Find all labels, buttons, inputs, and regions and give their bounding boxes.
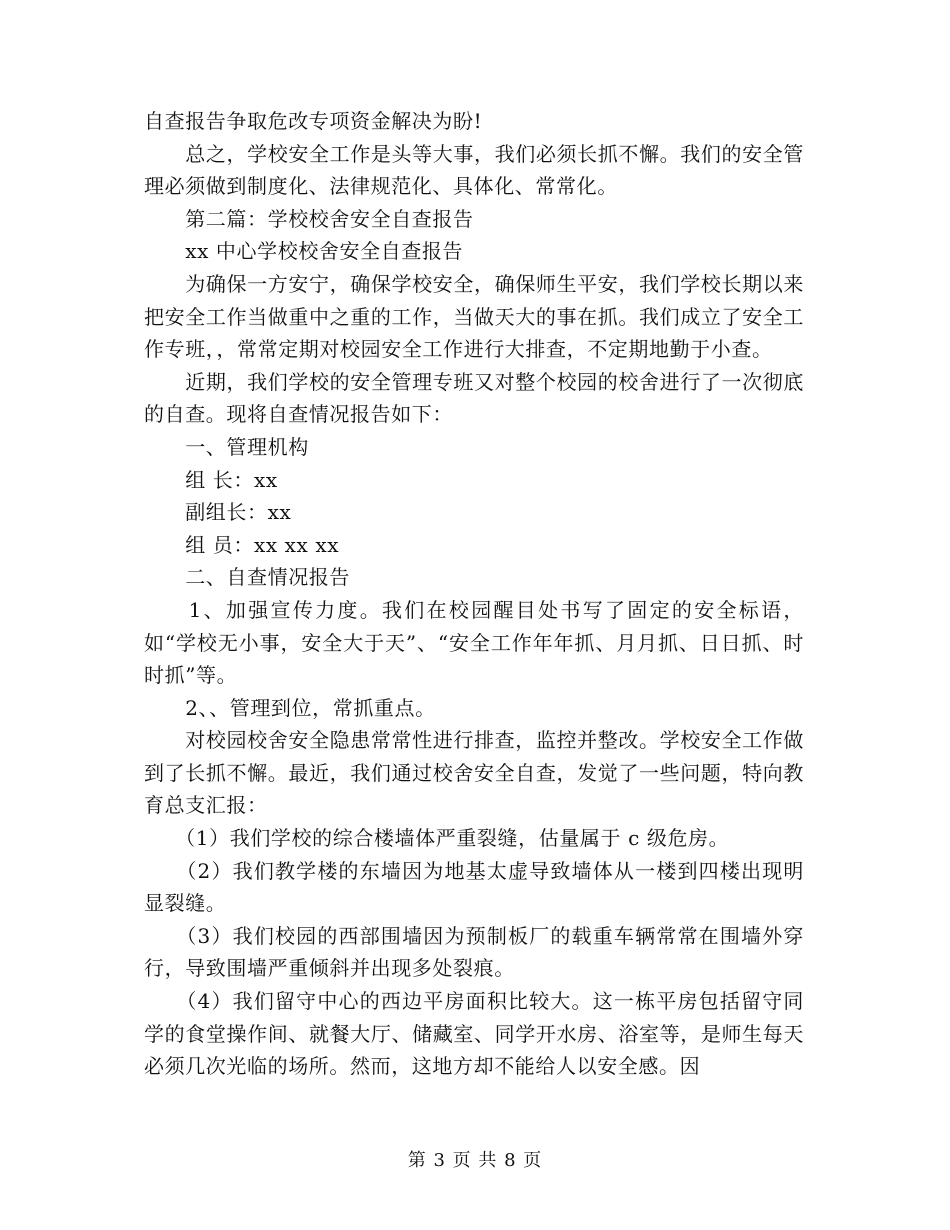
- paragraph-continuation: 自查报告争取危改专项资金解决为盼!: [144, 109, 483, 133]
- org-members: 组 员：xx xx xx: [144, 532, 340, 557]
- report-title: xx 中心学校校舍安全自查报告: [144, 239, 464, 264]
- paragraph-intro: 为确保一方安宁，确保学校安全，确保师生平安，我们学校长期以来把安全工作当做重中之重的工作，当做天大的事在抓。我们成立了安全工作专班，，常常定期对校园安全工作进行大排查，不定期地勤于小查。: [144, 271, 804, 362]
- page-number-footer: 第 3 页 共 8 页: [407, 1150, 543, 1171]
- org-deputy-leader: 副组长：xx: [144, 500, 292, 525]
- paragraph-recent-check: 近期，我们学校的安全管理专班又对整个校园的校舍进行了一次彻底的自查。现将自查情况报告如下：: [144, 369, 804, 427]
- issue-4: （4）我们留守中心的西边平房面积比较大。这一栋平房包括留守同学的食堂操作间、就餐大厅、储藏室、同学开水房、浴室等，是师生每天必须几次光临的场所。然而，这地方却不能给人以安全感。因: [144, 989, 804, 1079]
- item-management: 2、、管理到位，常抓重点。: [144, 695, 436, 720]
- issue-1: （1）我们学校的综合楼墙体严重裂缝，估量属于 c 级危房。: [144, 826, 730, 851]
- paragraph-summary: 总之，学校安全工作是头等大事，我们必须长抓不懈。我们的安全管理必须做到制度化、法律规范化、具体化、常常化。: [144, 141, 804, 199]
- issue-2: （2）我们教学楼的东墙因为地基太虚导致墙体从一楼到四楼出现明显裂缝。: [144, 858, 804, 916]
- heading-management-org: 一、管理机构: [144, 434, 309, 459]
- heading-self-check-report: 二、自查情况报告: [144, 565, 350, 590]
- issue-3: （3）我们校园的西部围墙因为预制板厂的载重车辆常常在围墙外穿行，导致围墙严重倾斜并出现多处裂痕。: [144, 923, 804, 981]
- org-leader: 组 长：xx: [144, 467, 278, 492]
- document-body: [144, 105, 804, 1083]
- item-publicity: 1、加强宣传力度。我们在校园醒目处书写了固定的安全标语，如“学校无小事，安全大于天”、“安全工作年年抓、月月抓、日日抓、时时抓”等。: [144, 597, 804, 688]
- section-heading-part-two: 第二篇：学校校舍安全自查报告: [144, 206, 474, 231]
- paragraph-inspection: 对校园校舍安全隐患常常性进行排查，监控并整改。学校安全工作做到了长抓不懈。最近，我们通过校舍安全自查，发觉了一些问题，特向教育总支汇报：: [144, 728, 804, 818]
